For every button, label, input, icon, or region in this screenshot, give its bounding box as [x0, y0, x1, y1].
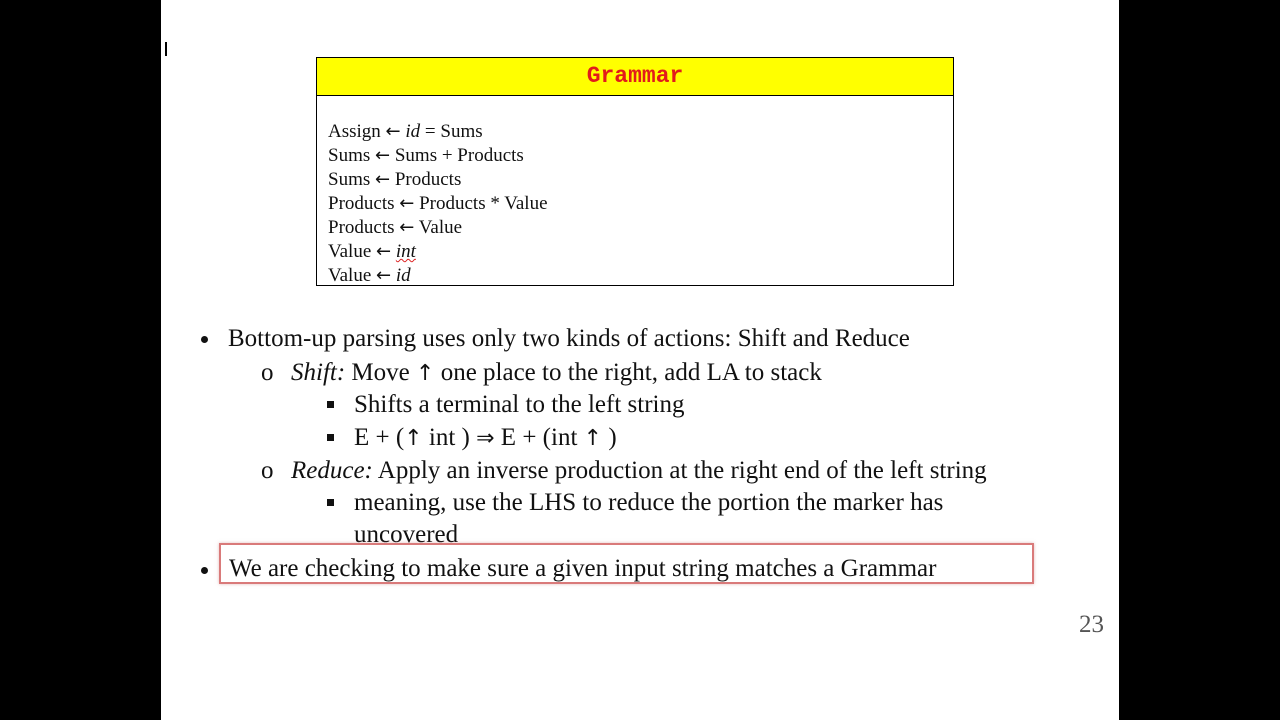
up-arrow-icon: ↑ — [404, 426, 423, 451]
rule-lhs: Sums — [328, 145, 371, 166]
shift-term: Shift: — [291, 359, 346, 386]
rule-lhs: Value — [328, 265, 372, 286]
shift-example — [354, 422, 617, 455]
left-arrow-icon: ← — [375, 169, 391, 190]
shift-text: one place to the right, add LA to stack — [434, 359, 822, 386]
example-text: ) — [602, 424, 617, 451]
bullet-list — [161, 0, 1119, 720]
reduce-sub1-line2: uncovered — [354, 521, 459, 548]
rule-rhs: Value — [418, 217, 463, 238]
sub-bullet-marker: o — [261, 359, 274, 386]
example-text: E + ( — [354, 424, 405, 451]
rule-rhs-italic: id — [395, 265, 411, 286]
up-arrow-icon: ↑ — [416, 361, 435, 386]
bullet-dot — [201, 567, 208, 574]
rule-rhs-italic: id — [405, 121, 421, 142]
sub-bullet-marker: o — [261, 457, 274, 484]
left-arrow-icon: ← — [376, 265, 392, 286]
rule-rhs: Products — [394, 169, 462, 190]
left-arrow-icon: ← — [385, 121, 401, 142]
bullet-grammar-check: We are checking to make sure a given input string matches a Grammar — [229, 555, 937, 582]
left-arrow-icon: ← — [399, 193, 415, 214]
rule-lhs: Products — [328, 217, 395, 238]
page-number: 23 — [1079, 611, 1104, 638]
rule-rhs-italic: int — [395, 241, 416, 262]
rule-rhs: = Sums — [420, 121, 483, 142]
shift-line — [291, 357, 822, 390]
slide — [161, 0, 1119, 720]
reduce-text: Apply an inverse production at the right end of the left string — [372, 457, 987, 484]
reduce-term: Reduce: — [291, 457, 373, 484]
left-arrow-icon: ← — [375, 145, 391, 166]
example-text: int ) — [422, 424, 470, 451]
square-bullet — [327, 499, 334, 506]
rule-lhs: Assign — [328, 121, 381, 142]
left-arrow-icon: ← — [376, 241, 392, 262]
rule-lhs: Sums — [328, 169, 371, 190]
bullet-shift-reduce: Bottom-up parsing uses only two kinds of actions: Shift and Reduce — [228, 325, 910, 352]
example-text: E + (int — [494, 424, 584, 451]
square-bullet — [327, 434, 334, 441]
rule-lhs: Value — [328, 241, 372, 262]
up-arrow-icon: ↑ — [583, 426, 603, 451]
implies-icon: ⇒ — [476, 426, 495, 451]
grammar-title: Grammar — [317, 58, 953, 96]
left-arrow-icon: ← — [399, 217, 415, 238]
reduce-sub1-line1: meaning, use the LHS to reduce the portion the marker has — [354, 489, 944, 516]
square-bullet — [327, 401, 334, 408]
rule-rhs: Products * Value — [419, 193, 548, 214]
rule-lhs: Products — [328, 193, 395, 214]
shift-sub1: Shifts a terminal to the left string — [354, 391, 685, 418]
shift-text: Move — [345, 359, 416, 386]
rule-rhs: Sums + Products — [394, 145, 524, 166]
bullet-dot — [201, 336, 208, 343]
reduce-line — [291, 455, 987, 487]
